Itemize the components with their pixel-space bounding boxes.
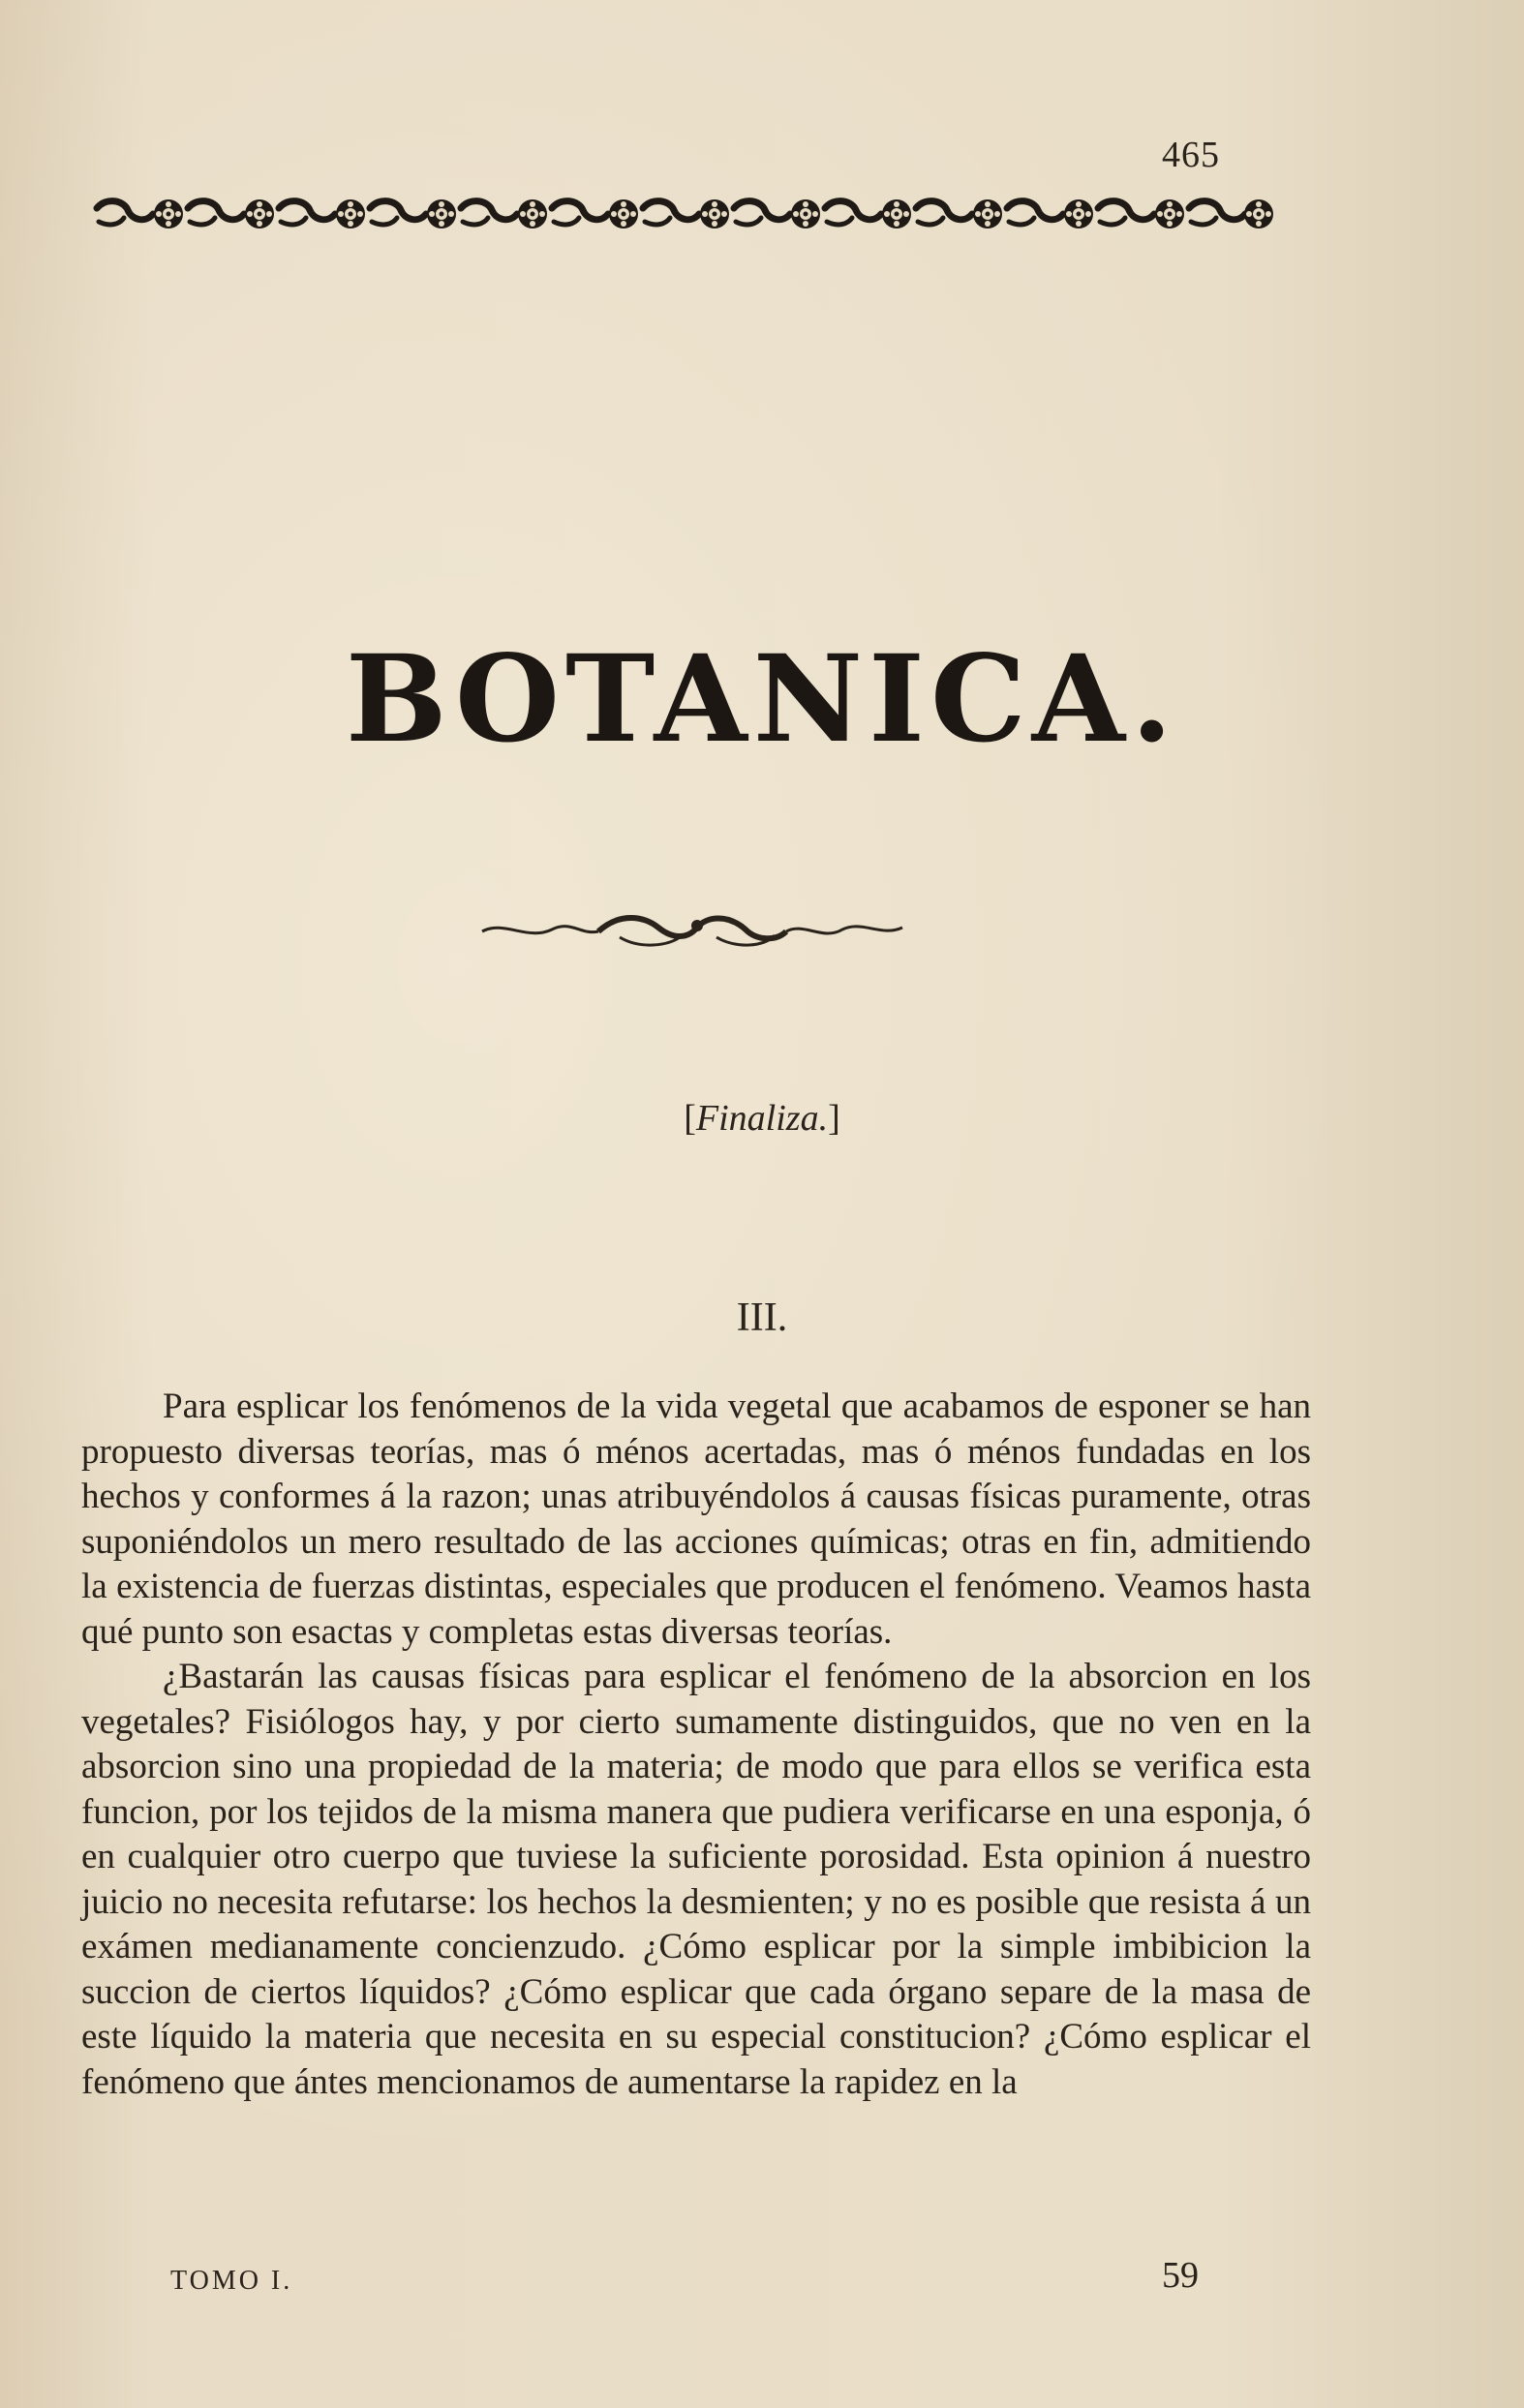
body-text xyxy=(81,1385,1311,2105)
footer-volume-label: TOMO I. xyxy=(170,2266,293,2296)
subtitle-close-bracket: ] xyxy=(828,1098,840,1139)
subtitle-text: Finaliza. xyxy=(695,1098,829,1139)
section-number: III. xyxy=(736,1295,788,1340)
page-number: 465 xyxy=(1162,135,1220,175)
subtitle-open-bracket: [ xyxy=(684,1098,696,1139)
floral-border-ornament xyxy=(89,190,1280,238)
footer-signature-number: 59 xyxy=(1162,2255,1199,2296)
paragraph: ¿Bastarán las causas físicas para esplicar el fenómeno de la absorcion en los vegetales? Fisiólogos hay, y por cierto sumamente distinguidos, que no ven en la absorcion sino una propiedad de la materia; de modo que para ellos se verifica esta funcion, por los tejidos de la misma manera que pudiera verificarse en una esponja, ó en cualquier otro cuerpo que tuviese la suficiente porosidad. Esta opinion á nuestro juicio no necesita refutarse: los hechos la desmienten; y no es posible que resista á un exámen medianamente concienzudo. ¿Cómo esplicar por la simple imbibicion la succion de ciertos líquidos? ¿Cómo esplicar que cada órgano separe de la masa de este líquido la materia que necesita en su especial constitucion? ¿Cómo esplicar el fenómeno que ántes mencionamos de aumentarse la rapidez en la xyxy=(81,1657,1311,2102)
subtitle xyxy=(0,1097,1524,1140)
paragraph: Para esplicar los fenómenos de la vida vegetal que acabamos de esponer se han propuesto diversas teorías, mas ó ménos acertadas, mas ó ménos fundadas en los hechos y conformes á la razon; unas atribuyéndolos á causas físicas puramente, otras suponiéndolos un mero resultado de las acciones químicas; otras en fin, admitiendo la existencia de fuerzas distintas, especiales que producen el fenómeno. Veamos hasta qué punto son esactas y completas estas diversas teorías. xyxy=(81,1387,1311,1652)
page-title: BOTANICA. xyxy=(345,629,1179,770)
flourish-ornament xyxy=(474,902,910,955)
